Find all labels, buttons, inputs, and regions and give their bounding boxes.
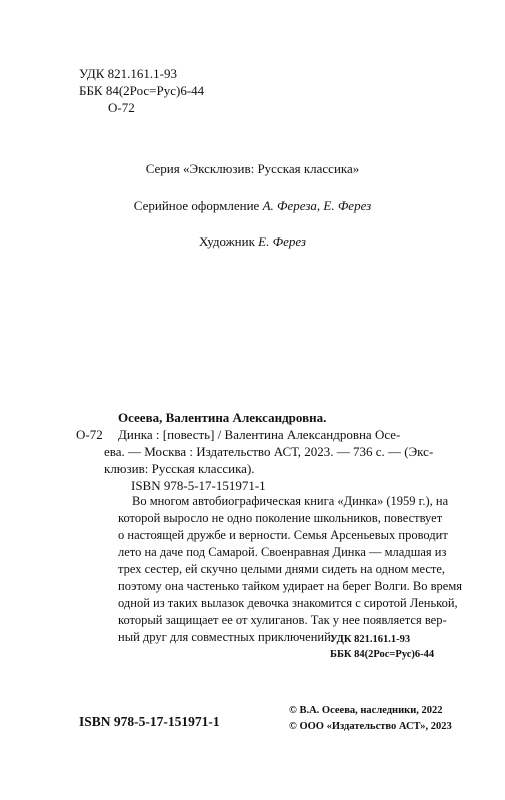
series-design-prefix: Серийное оформление — [133, 198, 263, 213]
annotation-line: одной из таких вылазок девочка знакомится с сиротой Ленькой, — [118, 596, 458, 610]
record-description-line: ева. — Москва : Издательство АСТ, 2023. — 736 с. — (Экс- — [104, 444, 434, 459]
annotation-line: лето на даче под Самарой. Своенравная Динка — младшая из — [118, 545, 447, 559]
author-mark: О-72 — [108, 100, 135, 115]
series-design-names: А. Фереза, Е. Ферез — [262, 198, 372, 213]
record-description-line: клюзив: Русская классика). — [104, 461, 255, 476]
artist-prefix: Художник — [198, 234, 259, 249]
artist-name: Е. Ферез — [258, 234, 307, 249]
annotation-line: о настоящей дружбе и верности. Семья Арсеньевых проводит — [118, 528, 448, 542]
record-isbn: ISBN 978-5-17-151971-1 — [131, 478, 266, 493]
annotation-line: который защищает ее от хулиганов. Так у нее появляется вер- — [118, 613, 447, 627]
footer-isbn: ISBN 978-5-17-151971-1 — [79, 714, 220, 729]
codes-udk: УДК 821.161.1-93 — [330, 634, 411, 645]
record-author-mark: О-72 — [76, 427, 103, 442]
annotation-line: которой выросло не одно поколение школьников, повествует — [118, 511, 443, 525]
annotation-line: Во многом автобиографическая книга «Динка» (1959 г.), на — [132, 494, 449, 508]
udk-code: УДК 821.161.1-93 — [79, 66, 178, 81]
series-title: Серия «Эксклюзив: Русская классика» — [145, 161, 360, 176]
annotation — [118, 493, 463, 646]
annotation-line: ный друг для совместных приключений. — [118, 630, 334, 644]
codes-bbk: ББК 84(2Рос=Рус)6-44 — [330, 649, 435, 660]
annotation-line: поэтому она частенько тайком удирает на берег Волги. Во время — [118, 579, 463, 593]
artist-credit — [0, 233, 505, 250]
annotation-line: трех сестер, ей скучно целыми днями сидеть на одном месте, — [118, 562, 446, 576]
record-description-line: Динка : [повесть] / Валентина Александровна Осе- — [118, 427, 401, 442]
copyright-publisher: © ООО «Издательство АСТ», 2023 — [289, 721, 452, 732]
record-description — [104, 426, 440, 477]
copyright-author: © В.А. Осеева, наследники, 2022 — [289, 705, 443, 716]
record-author-heading: Осеева, Валентина Александровна. — [118, 410, 327, 425]
series-design-credit — [0, 197, 505, 214]
bbk-code: ББК 84(2Рос=Рус)6-44 — [79, 83, 205, 98]
